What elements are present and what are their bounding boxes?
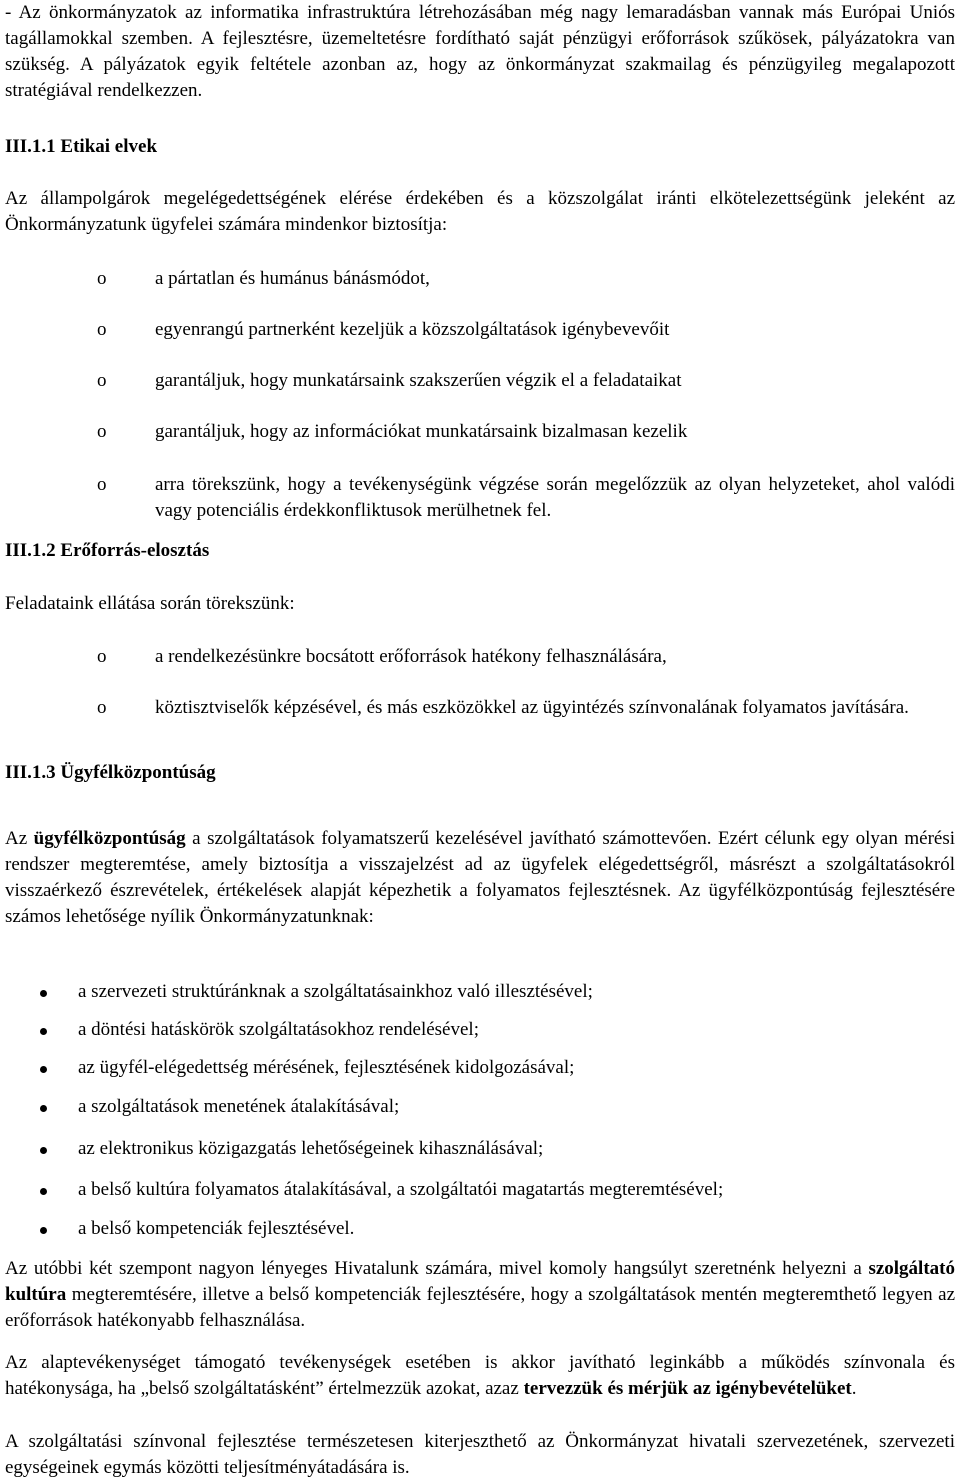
section-etikai-paragraph-block: [5, 186, 955, 238]
paragraph-alaptevekenyseg-block: [5, 1350, 955, 1402]
list-item-text: az elektronikus közigazgatás lehetőségeinek kihasználásával;: [78, 1138, 544, 1159]
section-heading: III.1.3 Ügyfélközpontúság: [5, 762, 216, 783]
bullet-icon: [40, 1147, 47, 1154]
text-run: Az alaptevékenységet támogató tevékenységek esetében is akkor javítható leginkább a működés színvonala és hatékonysága, ha „belső szolgáltatásként” értelmezzük azokat, azaz: [5, 1352, 955, 1399]
text-run: Az: [5, 828, 34, 849]
bullet-icon: [40, 1028, 47, 1035]
list-item-text: a rendelkezésünkre bocsátott erőforrások hatékony felhasználására,: [155, 646, 667, 667]
list-marker: o: [97, 319, 107, 340]
list-item-text: a belső kultúra folyamatos átalakításával, a szolgáltatói magatartás megteremtésével;: [78, 1179, 724, 1200]
list-item-text: az ügyfél-elégedettség mérésének, fejlesztésének kidolgozásával;: [78, 1057, 575, 1078]
list-item-text: garantáljuk, hogy az információkat munkatársaink bizalmasan kezelik: [155, 421, 688, 442]
list-marker: o: [97, 474, 107, 495]
list-item-text: köztisztviselők képzésével, és más eszközökkel az ügyintézés színvonalának folyamatos javítására.: [155, 697, 909, 718]
paragraph-szempont-block: [5, 1256, 955, 1334]
paragraph-alaptevekenyseg: [5, 1350, 955, 1402]
section-eroforras-paragraph: Feladataink ellátása során törekszünk:: [5, 593, 295, 614]
bullet-icon: [40, 1227, 47, 1234]
intro-paragraph: - Az önkormányzatok az informatika infrastruktúra létrehozásában még nagy lemaradásban vannak más Európai Uniós tagállamokkal szemben. A fejlesztésre, üzemeltetésre fordítható saját pénzügyi erőforrások szűkösek, pályázatokra van szükség. A pályázatok egyik feltétele azonban az, hogy az önkormányzat szakmailag és pénzügyileg megalapozott stratégiával rendelkezzen.: [5, 2, 955, 101]
paragraph-szempont: [5, 1256, 955, 1334]
bullet-icon: [40, 1188, 47, 1195]
section-etikai-heading: [5, 134, 955, 160]
text-run: megteremtésére, illetve a belső kompetenciák fejlesztésére, hogy a szolgáltatások mentén megteremthető legyen az erőforrások hatékonyabb felhasználása.: [5, 1284, 955, 1331]
list-marker: o: [97, 268, 107, 289]
list-item-text: a döntési hatáskörök szolgáltatásokhoz rendelésével;: [78, 1019, 479, 1040]
section-heading: III.1.1 Etikai elvek: [5, 136, 158, 157]
bullet-icon: [40, 1105, 47, 1112]
section-heading: III.1.2 Erőforrás-elosztás: [5, 540, 210, 561]
list-item-text: a belső kompetenciák fejlesztésével.: [78, 1218, 355, 1239]
bold-term: tervezzük és mérjük az igénybevételüket: [523, 1378, 852, 1399]
list-item-text: garantáljuk, hogy munkatársaink szakszerűen végzik el a feladataikat: [155, 370, 682, 391]
list-item-text: egyenrangú partnerként kezeljük a közszolgáltatások igénybevevőit: [155, 319, 670, 340]
list-item-text: a szolgáltatások menetének átalakításával;: [78, 1096, 400, 1117]
bullet-icon: [40, 990, 47, 997]
bold-term: szolgáltató kultúra: [5, 1258, 955, 1305]
paragraph-szinvonal-block: [5, 1429, 955, 1481]
bold-term: ügyfélközpontúság: [33, 828, 186, 849]
bullet-icon: [40, 1066, 47, 1073]
list-marker: o: [97, 697, 107, 718]
list-marker: o: [97, 646, 107, 667]
list-item-text: a szervezeti struktúránknak a szolgáltatásainkhoz való illesztésével;: [78, 981, 593, 1002]
text-run: Az utóbbi két szempont nagyon lényeges Hivatalunk számára, mivel komoly hangsúlyt szeretnénk helyezni a: [5, 1258, 869, 1279]
section-eroforras-paragraph-block: [5, 591, 955, 617]
section-ugyfel-heading: [5, 760, 955, 786]
text-run: a szolgáltatások folyamatszerű kezelésével javítható számottevően. Ezért célunk egy olyan mérési rendszer megteremtése, amely biztosítja a visszajelzést ad az ügyfelek elégedettségről, másrészt a szolgáltatásokról visszaérkező észrevételek, értékelések alapját képezhetik a folyamatos fejlesztésnek. Az ügyfélközpontúság fejlesztésére számos lehetősége nyílik Önkormányzatunknak:: [5, 828, 956, 927]
text-run: .: [851, 1378, 857, 1399]
list-item-text: arra törekszünk, hogy a tevékenységünk végzése során megelőzzük az olyan helyzeteket, ahol valódi vagy potenciális érdekkonfliktusok merülhetnek fel.: [155, 474, 955, 521]
intro-block: [5, 0, 955, 104]
paragraph-szinvonal: A szolgáltatási színvonal fejlesztése természetesen kiterjeszthető az Önkormányzat hivatali szervezetének, szervezeti egységeinek egymás közötti teljesítményátadására is.: [5, 1431, 955, 1478]
section-ugyfel-paragraph-block: [5, 826, 955, 930]
list-marker: o: [97, 421, 107, 442]
section-ugyfel-paragraph: [5, 826, 955, 930]
section-eroforras-heading: [5, 538, 955, 564]
list-item-text: a pártatlan és humánus bánásmódot,: [155, 268, 430, 289]
section-etikai-paragraph: Az állampolgárok megelégedettségének elérése érdekében és a közszolgálat iránti elkötelezettségünk jeleként az Önkormányzatunk ügyfelei számára mindenkor biztosítja:: [5, 188, 955, 235]
list-marker: o: [97, 370, 107, 391]
